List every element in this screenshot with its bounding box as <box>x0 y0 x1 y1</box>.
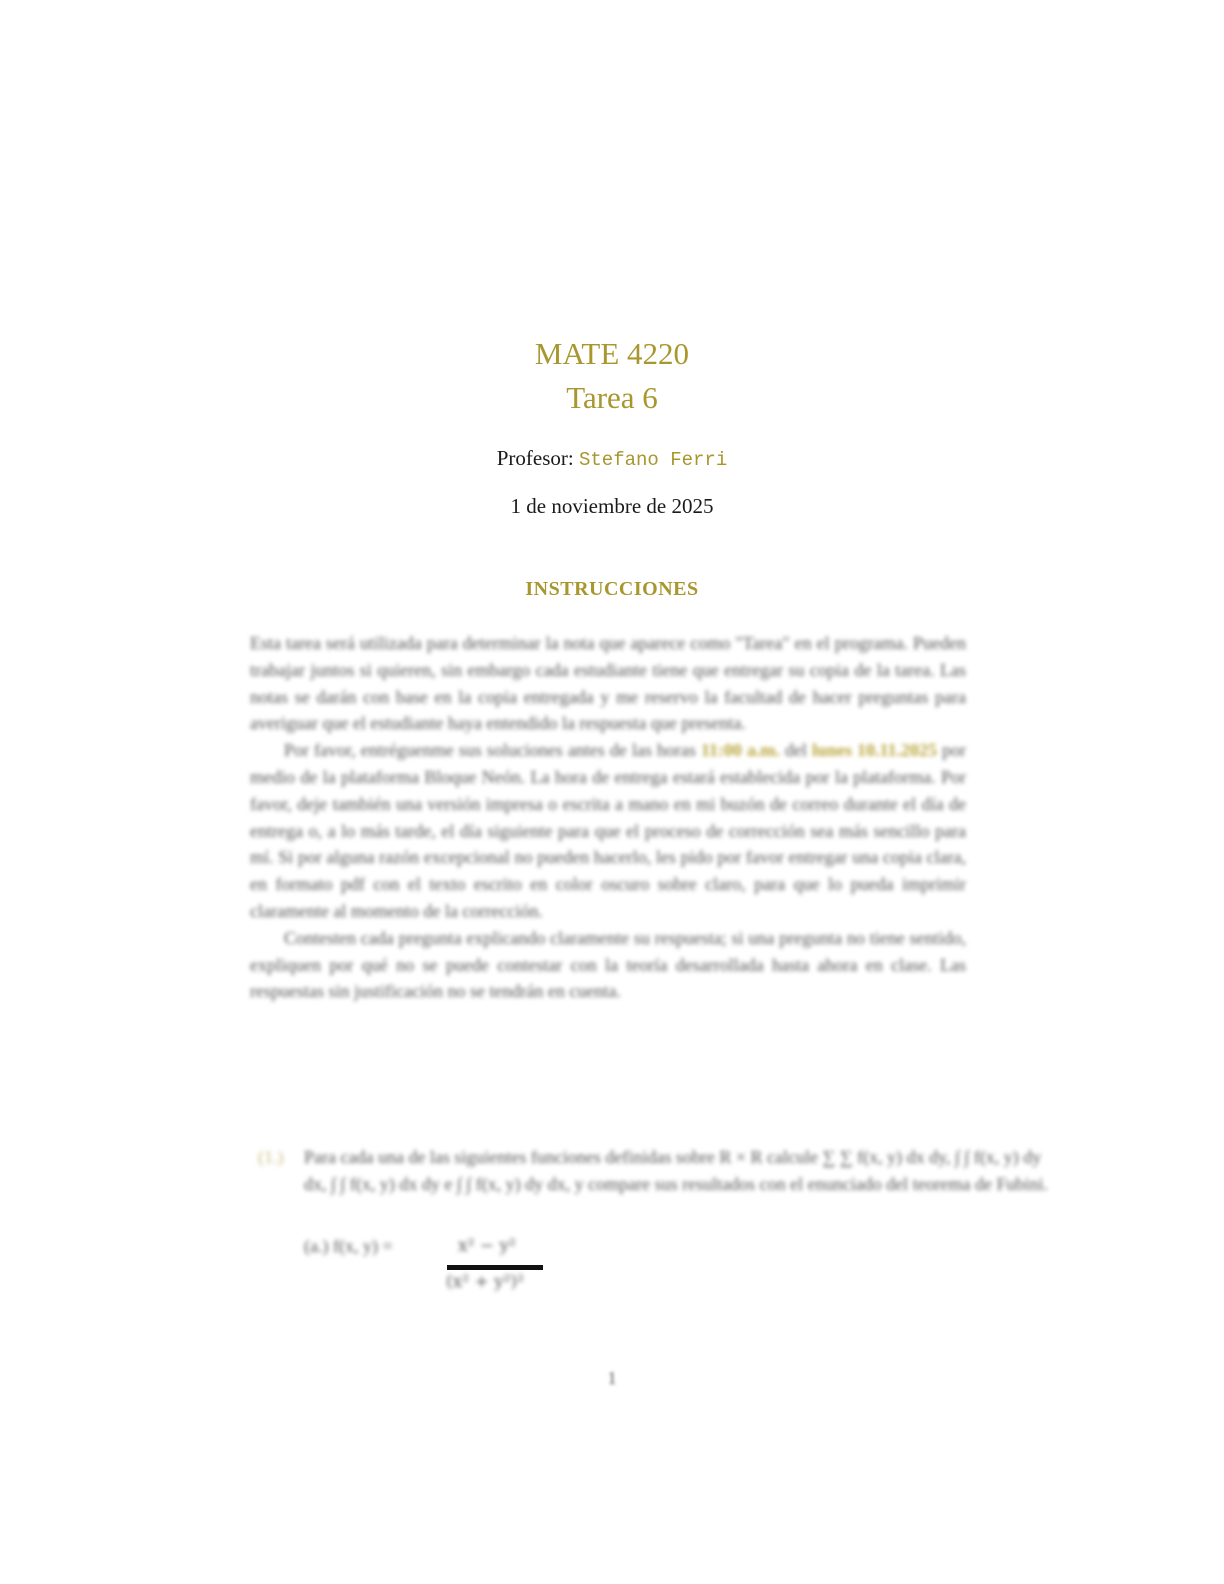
deadline-time: 11:00 a.m. <box>700 740 780 761</box>
instructions-paragraph-3: Contesten cada pregunta explicando claramente su respuesta; si una pregunta no tiene sentido, expliquen por qué no se puede contestar con la teoría desarrollada hasta ahora en clase. Las respuestas sin justificación no se tendrán en cuenta. <box>250 927 966 1002</box>
fraction-bar <box>447 1265 543 1270</box>
assignment-title: Tarea 6 <box>566 380 658 415</box>
professor-label: Profesor: <box>496 446 574 470</box>
fraction-numerator: x² − y² <box>458 1236 516 1256</box>
problem-number: (1.) <box>258 1147 284 1167</box>
page-number: 1 <box>607 1368 617 1388</box>
paragraph2-part-c: por medio de la plataforma Bloque Neón. La hora de entrega estará establecida por la plataforma. Por favor, deje también una versión impresa o escrita a mano en mi buzón de correo durante el día de entrega o, a lo más tarde, el día siguiente para que el proceso de corrección sea más sencillo para mí. Si por alguna razón excepcional no pueden hacerlo, les pido por favor entregar una copia clara, en formato pdf con el texto escrito en color oscuro sobre claro, para que lo pueda imprimir claramente al momento de la corrección. <box>250 740 967 921</box>
instructions-paragraph-2 <box>250 737 966 925</box>
deadline-date: lunes 10.11.2025 <box>811 740 938 761</box>
paragraph2-part-b: del <box>784 740 807 761</box>
instructions-paragraph-1: Esta tarea será utilizada para determinar la nota que aparece como "Tarea" en el programa. Pueden trabajar juntos si quieren, sin embargo cada estudiante tiene que entregar su copia de la tarea. Las notas se darán con base en la copia entregada y me reservo la facultad de hacer preguntas para averiguar que el estudiante haya entendido la respuesta que presenta. <box>250 633 966 734</box>
professor-line <box>0 446 1224 471</box>
subproblem-label: (a.) f(x, y) = <box>304 1236 393 1256</box>
course-title: MATE 4220 <box>534 336 690 371</box>
title-block <box>0 332 1224 420</box>
fraction-denominator: (x² + y²)² <box>446 1272 524 1292</box>
document-date: 1 de noviembre de 2025 <box>510 494 714 518</box>
problem-text: Para cada una de las siguientes funciones definidas sobre R × R calcule ∑ ∑ f(x, y) dx dy, ∫ ∫ f(x, y) dy dx, ∫ ∫ f(x, y) dx dy e ∫ ∫ f(x, y) dy dx, y compare sus resultados con el enunciado del teorema de Fubini. <box>304 1147 1049 1194</box>
problem-1 <box>258 1144 1058 1198</box>
instructions-heading: INSTRUCCIONES <box>525 578 699 600</box>
professor-name[interactable]: Stefano Ferri <box>579 449 728 471</box>
paragraph2-part-a: Por favor, entréguenme sus soluciones antes de las horas <box>284 740 696 761</box>
instructions-body <box>250 630 966 1005</box>
